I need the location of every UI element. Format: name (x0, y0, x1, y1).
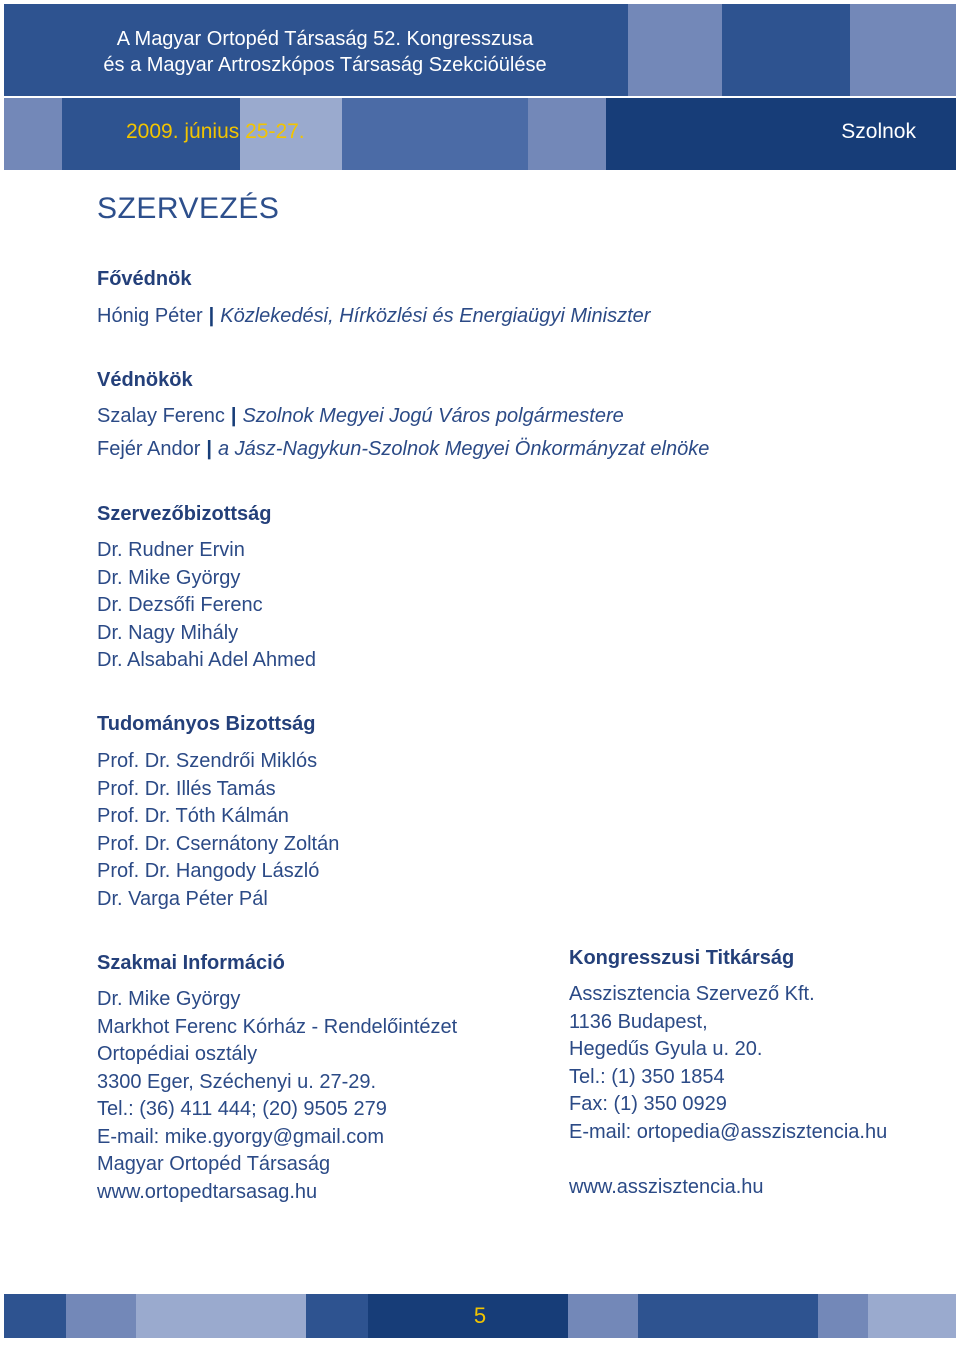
page-number: 5 (473, 1303, 487, 1328)
member-name: Dr. Alsabahi Adel Ahmed (97, 649, 317, 671)
contact-line: Tel.: (1) 350 1854 (569, 1065, 725, 1088)
szervezo-heading: Szervezőbizottság (97, 503, 272, 525)
congress-title-line2: és a Magyar Artroszkópos Társaság Szekcióülése (103, 54, 547, 76)
congress-city: Szolnok (841, 120, 916, 143)
header-block (850, 4, 956, 96)
member-name: Prof. Dr. Tóth Kálmán (97, 805, 289, 827)
page-title: SZERVEZÉS (97, 192, 280, 225)
contact-line: Asszisztencia Szervező Kft. (569, 983, 815, 1005)
vednok-entry (97, 405, 624, 428)
titkarsag-heading: Kongresszusi Titkárság (569, 947, 795, 969)
tudomanyos-list (97, 748, 339, 913)
email-link[interactable]: E-mail: mike.gyorgy@gmail.com (97, 1125, 385, 1148)
contact-line: Ortopédiai osztály (97, 1043, 258, 1065)
fovednok-heading: Fővédnök (97, 268, 192, 290)
header-block (528, 98, 606, 170)
separator-bar: | (230, 405, 237, 427)
website-link[interactable]: www.ortopedtarsasag.hu (97, 1180, 318, 1203)
vednokok-heading: Védnökök (97, 369, 193, 391)
header-banner (0, 0, 960, 172)
fovednok-entry (97, 305, 650, 328)
contact-line: Hegedűs Gyula u. 20. (569, 1038, 763, 1060)
member-name: Prof. Dr. Hangody László (97, 860, 320, 882)
email-link[interactable]: E-mail: ortopedia@asszisztencia.hu (569, 1120, 888, 1143)
member-name: Prof. Dr. Szendrői Miklós (97, 750, 318, 772)
vednok-entry (97, 438, 709, 461)
vednok-role: a Jász-Nagykun-Szolnok Megyei Önkormányzat elnöke (218, 438, 710, 460)
fovednok-role: Közlekedési, Hírközlési és Energiaügyi Miniszter (220, 305, 651, 327)
member-name: Dr. Dezsőfi Ferenc (97, 594, 263, 616)
tudomanyos-heading: Tudományos Bizottság (97, 713, 316, 735)
member-name: Dr. Varga Péter Pál (97, 887, 268, 910)
separator-bar: | (206, 438, 212, 460)
szakmai-heading: Szakmai Információ (97, 952, 285, 974)
congress-title (0, 26, 650, 78)
contact-line: Magyar Ortopéd Társaság (97, 1153, 331, 1175)
member-name: Dr. Rudner Ervin (97, 539, 245, 561)
member-name: Dr. Nagy Mihály (97, 621, 239, 644)
szervezo-list (97, 537, 316, 675)
szakmai-list (97, 986, 457, 1206)
congress-date: 2009. június 25-27. (126, 120, 305, 143)
contact-line: Dr. Mike György (97, 988, 241, 1010)
fovednok-name: Hónig Péter (97, 305, 203, 327)
member-name: Prof. Dr. Csernátony Zoltán (97, 832, 340, 855)
header-block (4, 98, 62, 170)
website-link[interactable]: www.asszisztencia.hu (569, 1176, 764, 1198)
member-name: Dr. Mike György (97, 566, 241, 589)
header-block (722, 4, 850, 96)
vednok-role: Szolnok Megyei Jogú Város polgármestere (242, 405, 624, 427)
titkarsag-list (569, 981, 887, 1146)
vednok-name: Szalay Ferenc (97, 405, 225, 427)
contact-line: Markhot Ferenc Kórház - Rendelőintézet (97, 1015, 458, 1038)
vednok-name: Fejér Andor (97, 438, 201, 460)
contact-line: 3300 Eger, Széchenyi u. 27-29. (97, 1070, 377, 1093)
contact-line: 1136 Budapest, (569, 1010, 708, 1033)
header-block (342, 98, 528, 170)
contact-line: Fax: (1) 350 0929 (569, 1093, 727, 1115)
congress-title-line1: A Magyar Ortopéd Társaság 52. Kongresszusa (116, 28, 534, 50)
contact-line: Tel.: (36) 411 444; (20) 9505 279 (97, 1098, 387, 1120)
member-name: Prof. Dr. Illés Tamás (97, 777, 276, 800)
separator-bar: | (208, 305, 215, 327)
